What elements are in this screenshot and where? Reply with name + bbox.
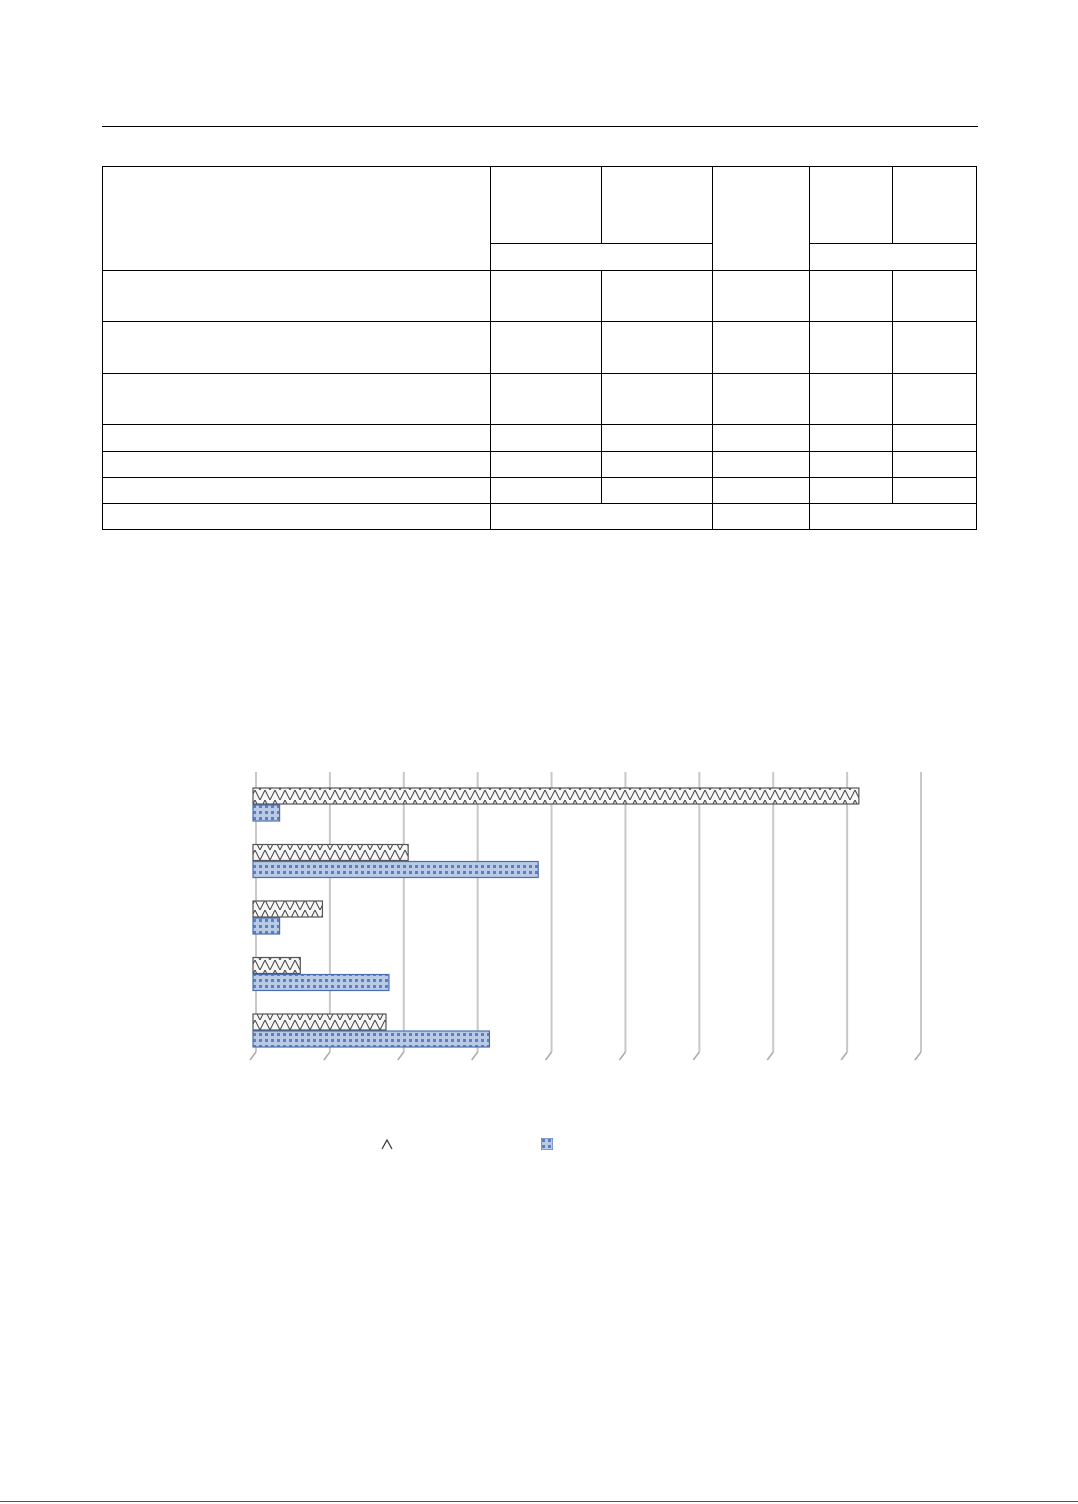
axis-tick — [619, 1052, 625, 1060]
axis-tick — [546, 1052, 552, 1060]
bar-series-1 — [253, 788, 859, 804]
axis-tick — [841, 1052, 847, 1060]
bar-series-1 — [253, 1014, 386, 1030]
bar-series-2 — [253, 862, 538, 878]
chart-bars — [253, 788, 859, 1047]
bar-series-1 — [253, 958, 300, 974]
legend-swatch-series-1 — [380, 1137, 394, 1151]
axis-tick — [324, 1052, 330, 1060]
bar-series-1 — [253, 845, 408, 861]
legend-swatch-series-2 — [541, 1137, 555, 1151]
axis-tick — [250, 1052, 256, 1060]
axis-tick — [472, 1052, 478, 1060]
bar-series-2 — [253, 918, 280, 934]
footer-rule — [0, 1501, 1078, 1502]
axis-tick — [767, 1052, 773, 1060]
bar-series-2 — [253, 805, 280, 821]
bar-series-2 — [253, 1031, 489, 1047]
axis-tick — [693, 1052, 699, 1060]
axis-tick — [915, 1052, 921, 1060]
axis-tick — [398, 1052, 404, 1060]
bar-series-2 — [253, 975, 389, 991]
bar-series-1 — [253, 901, 322, 917]
